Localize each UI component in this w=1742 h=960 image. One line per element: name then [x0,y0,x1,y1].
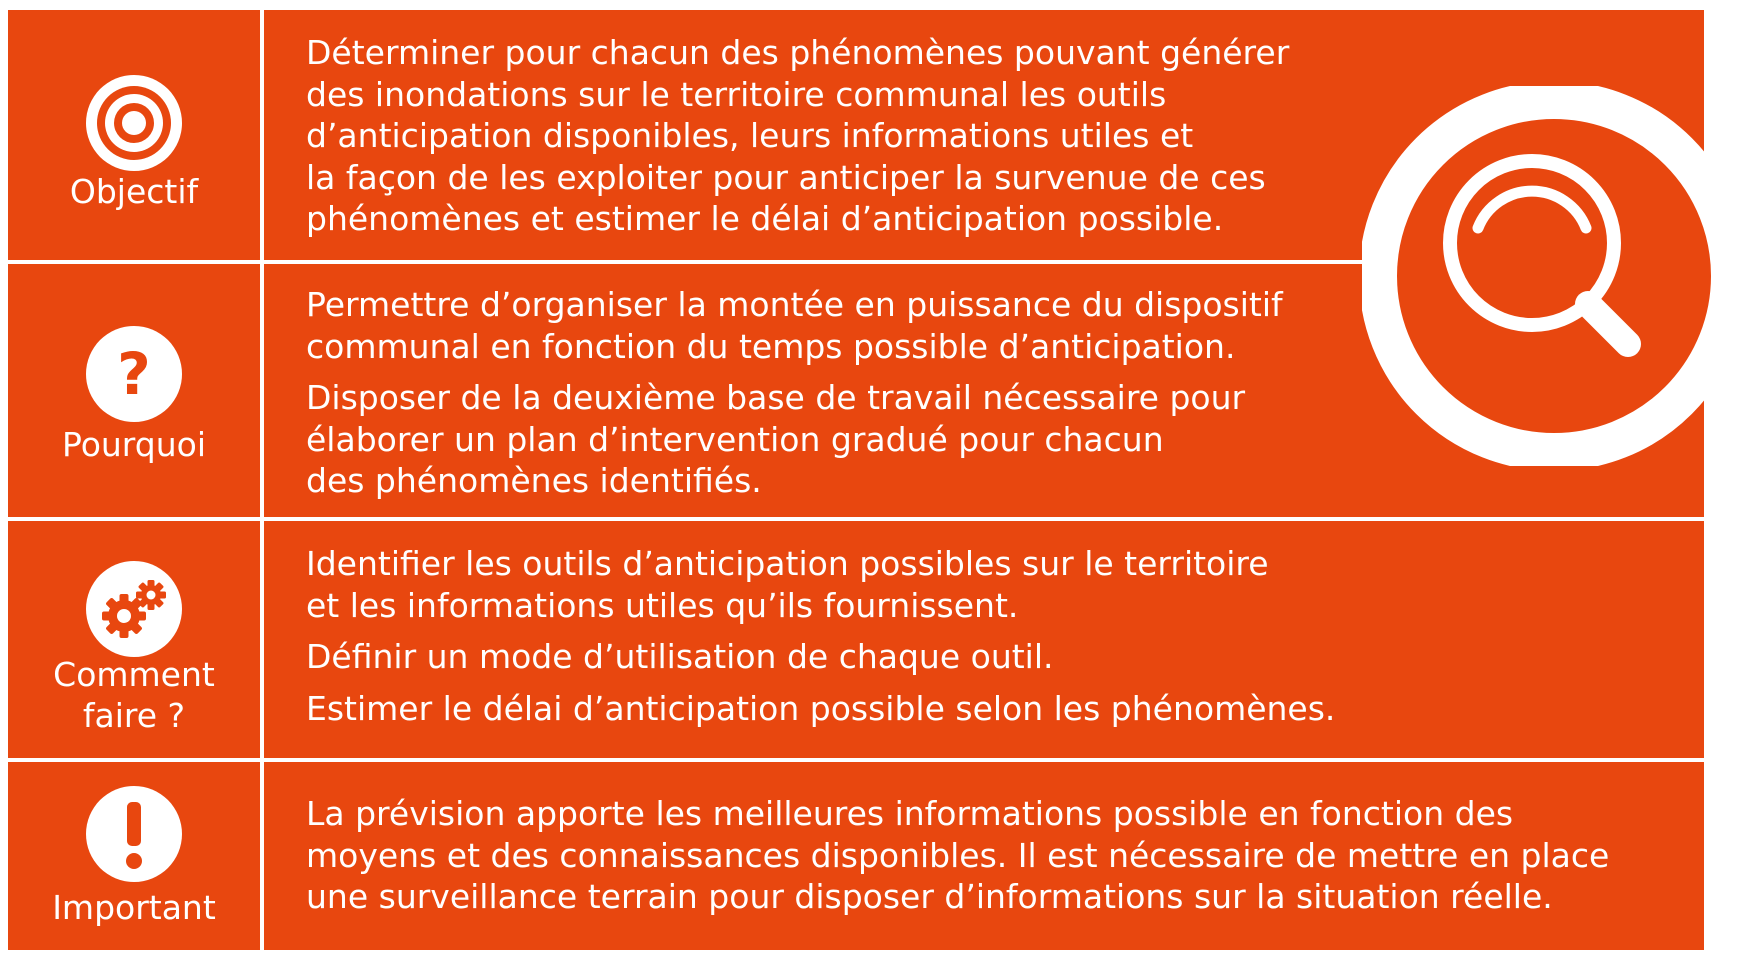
row-paragraph: Définir un mode d’utilisation de chaque outil. [306,637,1054,676]
label-cell-pourquoi [8,264,264,517]
row-paragraph: Identifier les outils d’anticipation possibles sur le territoire et les informations utiles qu’ils fournissent. [306,544,1269,625]
label-cell-important [8,762,264,950]
row-comment-faire [8,521,1704,758]
row-text [306,543,1684,729]
row-label-line1: Comment [53,655,215,694]
gears-icon [86,561,182,657]
label-cell-objectif [8,10,264,260]
row-paragraph: Permettre d’organiser la montée en puissance du dispositif communal en fonction du temps possible d’anticipation. [306,285,1283,366]
row-label: Objectif [69,172,199,211]
row-text [306,793,1684,918]
row-paragraph: La prévision apporte les meilleures informations possible en fonction des moyens et des connaissances disponibles. Il est nécessaire de mettre en place une surveillance terrain pour disposer d’informations sur la situation réelle. [306,794,1610,916]
magnifier-icon [1362,86,1742,466]
svg-text:?: ? [117,340,151,408]
row-important [8,762,1704,950]
label-cell-comment-faire [8,521,264,758]
question-icon [86,326,182,422]
row-label: Important [52,888,216,927]
row-label: Pourquoi [61,425,207,464]
row-paragraph: Déterminer pour chacun des phénomènes pouvant générer des inondations sur le territoire communal les outils d’anticipation disponibles, leurs informations utiles et la façon de les exploiter pour anticiper la survenue de ces phénomènes et estimer le délai d’anticipation possible. [306,33,1290,238]
row-paragraph: Estimer le délai d’anticipation possible selon les phénomènes. [306,688,1336,728]
target-icon [86,75,182,171]
row-paragraph: Disposer de la deuxième base de travail nécessaire pour élaborer un plan d’intervention gradué pour chacun des phénomènes identifiés. [306,378,1246,500]
row-label-line2: faire ? [82,696,186,735]
exclamation-icon [86,786,182,882]
